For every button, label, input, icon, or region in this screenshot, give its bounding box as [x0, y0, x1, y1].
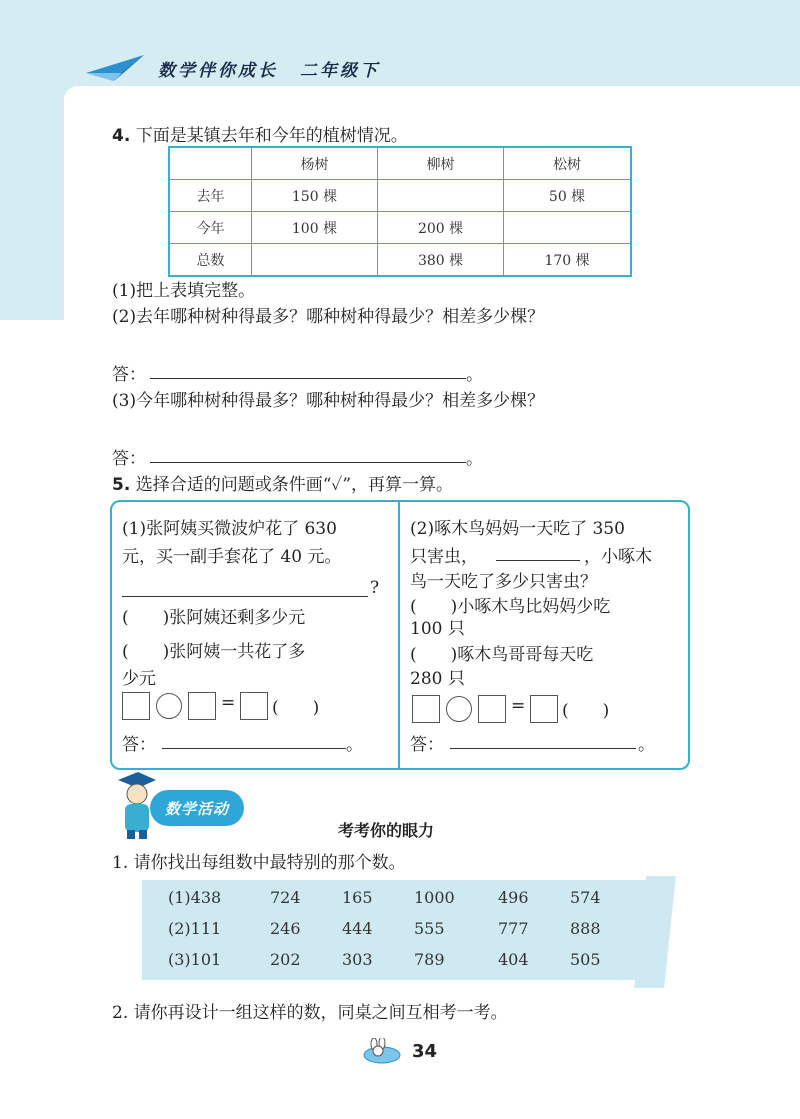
q5-left-question-mark: ? — [370, 578, 380, 598]
q4-number: 4. — [112, 126, 131, 146]
q5-right-line1: (2)啄木鸟妈妈一天吃了 350 — [410, 519, 625, 539]
q4-sub1: (1)把上表填完整。 — [112, 281, 256, 301]
header-series: 数学伴你成长 — [158, 60, 278, 81]
q4-prompt: 下面是某镇去年和今年的植树情况。 — [135, 126, 408, 146]
table-cell — [169, 147, 251, 180]
q4-answer-label-1: 答： — [112, 365, 146, 385]
q4-heading — [112, 121, 408, 146]
tree-table — [168, 146, 632, 277]
table-blank-cell[interactable] — [378, 180, 504, 212]
q5-left-line1: (1)张阿姨买微波炉花了 630 — [122, 519, 337, 539]
number-item[interactable]: (3)101 — [168, 950, 222, 969]
equation-box[interactable] — [122, 692, 150, 720]
table-row — [169, 180, 631, 212]
table-blank-cell[interactable] — [504, 212, 631, 244]
q4-answer-line-2[interactable] — [150, 462, 466, 463]
table-cell: 150 棵 — [251, 180, 377, 212]
q5-left-option1[interactable]: ( )张阿姨还剩多少元 — [122, 608, 306, 628]
q5-panel — [110, 500, 690, 770]
number-item[interactable]: (2)111 — [168, 919, 222, 938]
q5-left-line2: 元，买一副手套花了 40 元。 — [122, 547, 342, 567]
table-row-label: 今年 — [169, 212, 251, 244]
q5-right-line3: 鸟一天吃了多少只害虫？ — [410, 572, 597, 592]
left-band — [0, 0, 70, 320]
q5-panel-divider — [398, 500, 400, 768]
result-box[interactable] — [530, 695, 558, 723]
number-item[interactable]: 246 — [270, 919, 301, 938]
q5-number: 5. — [112, 475, 131, 495]
operator-circle[interactable] — [446, 696, 472, 722]
table-header-row — [169, 147, 631, 180]
unit-paren[interactable]: ( ) — [272, 698, 320, 718]
equals-sign: = — [511, 696, 526, 716]
q5-right-line2b: ，小啄木 — [584, 547, 652, 567]
q4-sub3: (3)今年哪种树种得最多？哪种树种得最少？相差多少棵？ — [112, 391, 545, 411]
paper-plane-logo-icon — [84, 51, 148, 85]
number-item[interactable]: 404 — [498, 950, 529, 969]
q5-right-line2a: 只害虫， — [410, 547, 478, 567]
table-row — [169, 244, 631, 277]
activity-q1: 1. 请你找出每组数中最特别的那个数。 — [112, 853, 406, 873]
table-blank-cell[interactable] — [251, 244, 377, 277]
number-item[interactable]: 777 — [498, 919, 529, 938]
number-item[interactable]: 202 — [270, 950, 301, 969]
number-item[interactable]: 496 — [498, 888, 529, 907]
table-cell: 170 棵 — [504, 244, 631, 277]
table-header-cell: 柳树 — [378, 147, 504, 180]
table-cell: 50 棵 — [504, 180, 631, 212]
result-box[interactable] — [240, 692, 268, 720]
table-row-label: 总数 — [169, 244, 251, 277]
table-row — [169, 212, 631, 244]
q5-right-option2-cont: 280 只 — [410, 669, 465, 689]
header-grade: 二年级下 — [300, 60, 380, 81]
q5-left-question-line[interactable] — [122, 596, 368, 597]
q5-left-answer-period: 。 — [346, 735, 363, 755]
page-footer — [360, 1038, 437, 1064]
number-item[interactable]: 165 — [342, 888, 373, 907]
table-cell: 100 棵 — [251, 212, 377, 244]
page-header — [84, 48, 380, 88]
table-row-label: 去年 — [169, 180, 251, 212]
q4-answer-period-1: 。 — [466, 365, 483, 385]
q5-left-answer-line[interactable] — [162, 748, 346, 749]
q4-answer-line-1[interactable] — [150, 378, 466, 379]
q5-right-answer-label: 答： — [410, 735, 444, 755]
q5-right-answer-line[interactable] — [450, 748, 636, 749]
equation-box[interactable] — [412, 695, 440, 723]
q5-right-option2[interactable]: ( )啄木鸟哥哥每天吃 — [410, 645, 594, 665]
q4-answer-label-2: 答： — [112, 449, 146, 469]
equation-box[interactable] — [188, 692, 216, 720]
table-header-cell: 杨树 — [251, 147, 377, 180]
number-item[interactable]: 444 — [342, 919, 373, 938]
q5-prompt: 选择合适的问题或条件画“✓”，再算一算。 — [135, 475, 454, 495]
q5-right-answer-period: 。 — [638, 735, 655, 755]
q5-right-option1[interactable]: ( )小啄木鸟比妈妈少吃 — [410, 597, 611, 617]
q5-left-option2-cont: 少元 — [122, 669, 156, 689]
math-activity-badge: 数学活动 — [150, 790, 244, 826]
activity-q2: 2. 请你再设计一组这样的数，同桌之间互相考一考。 — [112, 1003, 508, 1023]
operator-circle[interactable] — [156, 693, 182, 719]
activity-title: 考考你的眼力 — [338, 821, 435, 840]
q4-answer-period-2: 。 — [466, 449, 483, 469]
number-item[interactable]: 505 — [570, 950, 601, 969]
q5-right-condition-line[interactable] — [496, 560, 580, 561]
number-item[interactable]: 303 — [342, 950, 373, 969]
q5-left-answer-label: 答： — [122, 735, 156, 755]
number-item[interactable]: 574 — [570, 888, 601, 907]
number-item[interactable]: 789 — [414, 950, 445, 969]
unit-paren[interactable]: ( ) — [562, 701, 610, 721]
number-item[interactable]: 1000 — [414, 888, 455, 907]
equals-sign: = — [221, 693, 236, 713]
number-item[interactable]: 724 — [270, 888, 301, 907]
q5-heading — [112, 470, 453, 495]
page-number: 34 — [412, 1040, 438, 1062]
number-item[interactable]: 555 — [414, 919, 445, 938]
table-cell: 380 棵 — [378, 244, 504, 277]
q5-right-option1-cont: 100 只 — [410, 619, 465, 639]
number-item[interactable]: 888 — [570, 919, 601, 938]
number-item[interactable]: (1)438 — [168, 888, 222, 907]
equation-box[interactable] — [478, 695, 506, 723]
header-title — [158, 56, 380, 81]
table-header-cell: 松树 — [504, 147, 631, 180]
q4-sub2: (2)去年哪种树种得最多？哪种树种得最少？相差多少棵？ — [112, 307, 545, 327]
q5-left-option2[interactable]: ( )张阿姨一共花了多 — [122, 642, 306, 662]
table-cell: 200 棵 — [378, 212, 504, 244]
rabbit-mascot-icon — [360, 1038, 404, 1064]
